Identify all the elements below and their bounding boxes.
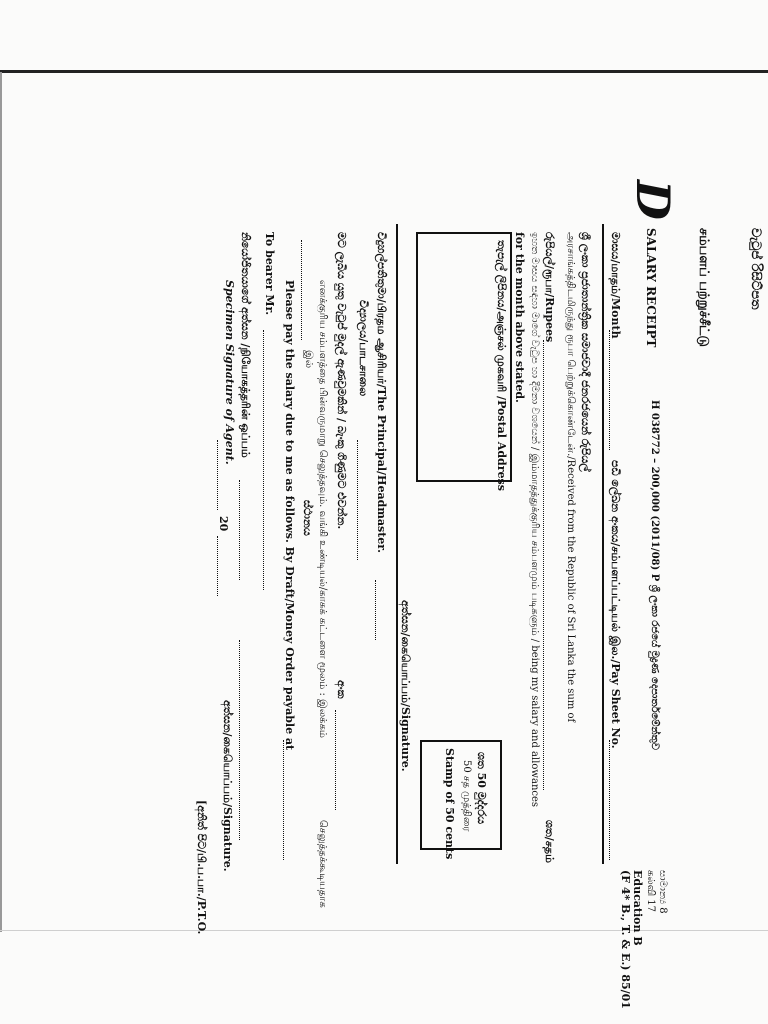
form-letter: D: [626, 180, 680, 220]
rupees-label: රුපියල්/ரூபா/Rupees: [543, 232, 556, 343]
stamp-en: Stamp of 50 cents: [443, 748, 456, 860]
agent-signature-en: Specimen Signature of Agent.: [223, 280, 236, 465]
bearer-field[interactable]: [263, 330, 274, 590]
for-month-line: for the month above stated.: [513, 232, 526, 403]
agent-signature-field[interactable]: [239, 480, 250, 580]
signature-label-2: අත්සන/கையொப்பம்/Signature.: [221, 700, 234, 872]
no-label: අංක: [335, 680, 348, 699]
place-label: ස්ථානය: [301, 500, 314, 536]
rupees-field[interactable]: [543, 340, 554, 790]
payable-at-field[interactable]: [283, 740, 294, 860]
formula-code: (F 4* B., T. & E.) 85/01: [619, 870, 632, 1009]
payable-ta: செலுத்தக்கூடியதாக: [317, 820, 328, 908]
salary-receipt-form: [130, 180, 763, 1009]
page-edge-top: [0, 70, 768, 73]
principal-field[interactable]: [375, 580, 386, 640]
pto-label: [අනිත් පිට/பி.ப.பா./P.T.O.: [195, 800, 208, 935]
cts-label: ශත/சதம்: [543, 820, 556, 863]
education-label: Education B: [631, 870, 644, 946]
school-label: විද්‍යාලය/பாடசாலை: [357, 300, 370, 397]
bank-line-ta: எனக்குரிய சம்பளத்தை பின்வருமாறு செலுத்தவும். வங்கி உண்டியல்/காசுக் கட்டளை மூலம் : இலக்கம்: [317, 280, 328, 738]
date-prefix-field[interactable]: [217, 440, 228, 510]
divider-top: [602, 224, 604, 864]
date-label: 20: [217, 516, 230, 532]
signature-label: අත්සන/கையொப்பம்/Signature.: [399, 600, 412, 772]
agent-signature-si: නියෝජිතයාගේ අත්සන /நியோகத்தரின் ஒப்பம்: [239, 232, 252, 458]
header-si: වැටුප් රිසිට්පත: [748, 228, 763, 310]
pay-sheet-field[interactable]: [609, 740, 620, 860]
being-line: ඉහත මාසය සඳහා මාගේ වැටුප හා දීමනා වශයෙන් / இம்மாதத்துக்குரிய சம்பளமும் படிகளும் / being my salary and allowances: [529, 232, 540, 808]
month-label: මාසය/மாதம்/Month: [609, 232, 622, 339]
at-label: இல்: [303, 350, 314, 369]
pay-sheet-label: පඩි ලේඛන අංකය/சம்பளப்பட்டியல் இல./Pay Sheet No.: [609, 460, 622, 749]
pay-line-si: මට ලැබිය යුතු වැටුප් මුදල් ඇණවුමකින් / බැංකු ගිණුමට එවන්න.: [335, 232, 348, 530]
received-line-ta-en: அரசாங்கத்திடமிருந்து ரூபா பெற்றுக்கொண்டேன்./Received from the Republic of Sri Lanka the sum of: [565, 232, 576, 723]
pay-line-en: Please pay the salary due to me as follows. By Draft/Money Order payable at: [283, 280, 296, 751]
place-field[interactable]: [301, 240, 312, 340]
signature-field-2[interactable]: [239, 640, 250, 840]
stamp-ta: 50 சத முத்திரை: [461, 760, 472, 832]
school-field[interactable]: [357, 440, 368, 560]
date-field[interactable]: [217, 536, 228, 596]
postal-address-label: තැපැල් ලිපිනය/அஞ்சல் முகவரி /Postal Address: [495, 240, 508, 491]
month-field[interactable]: [609, 330, 620, 450]
form-code: H 038772 – 200,000 (2011/08) P ශ්‍රී ලංකා රජයේ මුද්‍රණ දෙපාර්තමේන්තුව: [649, 400, 660, 750]
divider-mid: [396, 224, 398, 864]
bearer-label: To bearer Mr.: [263, 232, 276, 316]
general-code: සාමාන්‍ය 8: [657, 870, 668, 914]
principal-label: විදුහල්පතිතුමා/பிரதம ஆசிரியர்/The Principal/Headmaster.: [375, 232, 388, 553]
page-edge-left: [0, 72, 2, 932]
stamp-si: ශත 50 මුද්දරය: [475, 752, 488, 824]
received-line-si: ශ්‍රී ලංකා ප්‍රජාතාන්ත්‍රික සමාජවාදී ජනරජයෙන් රුපියල්: [579, 232, 592, 472]
number-field[interactable]: [335, 710, 346, 810]
ref-ta: கல்வி 17: [645, 870, 656, 912]
header-ta: சம்பளப் பற்றுச்சீட்டு: [696, 228, 711, 347]
header-en: SALARY RECEIPT: [644, 228, 658, 348]
